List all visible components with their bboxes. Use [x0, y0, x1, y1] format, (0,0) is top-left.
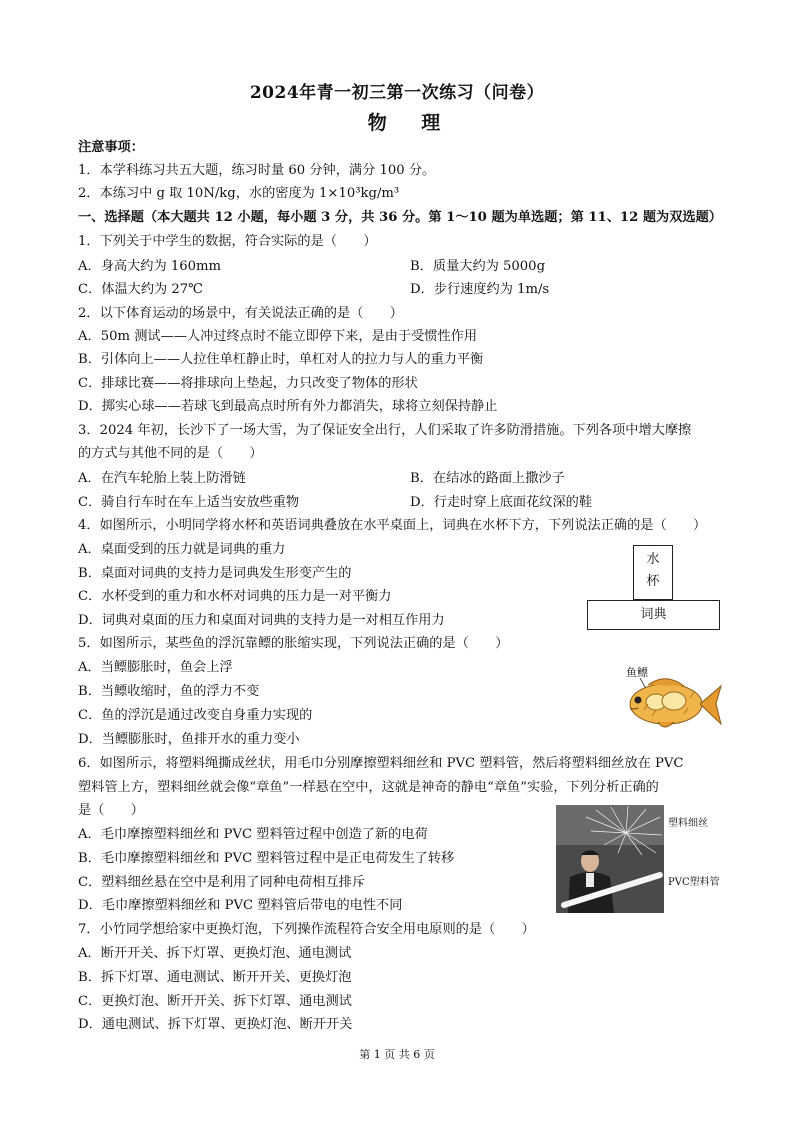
- cup-box: [633, 545, 673, 600]
- note-item: 2．本练习中 g 取 10N/kg，水的密度为 1×10³kg/m³: [78, 186, 400, 201]
- option-b: B．桌面对词典的支持力是词典发生形变产生的: [78, 566, 352, 581]
- option-b: B．毛巾摩擦塑料细丝和 PVC 塑料管过程中是正电荷发生了转移: [78, 851, 455, 866]
- option-c: C．体温大约为 27℃: [78, 282, 203, 297]
- question-stem: 4．如图所示，小明同学将水杯和英语词典叠放在水平桌面上，词典在水杯下方，下列说法正确的是（ ）: [78, 518, 707, 533]
- option-b: B．拆下灯罩、通电测试、断开开关、更换灯泡: [78, 970, 352, 985]
- option-d: D．词典对桌面的压力和桌面对词典的支持力是一对相互作用力: [78, 613, 445, 628]
- plastic-strands-label: 塑料细丝: [668, 818, 708, 829]
- option-d: D．当鳔膨胀时，鱼排开水的重力变小: [78, 732, 300, 747]
- subject-title: 物 理: [367, 112, 455, 134]
- option-c: C．更换灯泡、断开开关、拆下灯罩、通电测试: [78, 994, 352, 1009]
- option-c: C．排球比赛——将排球向上垫起，力只改变了物体的形状: [78, 376, 418, 391]
- question-stem-cont: 的方式与其他不同的是（ ）: [78, 446, 263, 461]
- notes-heading: 注意事项：: [78, 140, 144, 155]
- option-d: D．行走时穿上底面花纹深的鞋: [410, 495, 593, 510]
- option-b: B．质量大约为 5000g: [410, 259, 546, 274]
- section-heading: 一、选择题（本大题共 12 小题，每小题 3 分，共 36 分。第 1～10 题为单选题；第 11、12 题为双选题）: [78, 210, 722, 225]
- swim-bladder-label: 鱼鳔: [626, 666, 648, 679]
- option-a: A．断开开关、拆下灯罩、更换灯泡、通电测试: [78, 946, 352, 961]
- option-a: A．桌面受到的压力就是词典的重力: [78, 542, 286, 557]
- option-b: B．引体向上——人拉住单杠静止时，单杠对人的拉力与人的重力平衡: [78, 352, 484, 367]
- cup-label-1: 水: [646, 552, 660, 567]
- option-c: C．鱼的浮沉是通过改变自身重力实现的: [78, 708, 313, 723]
- pvc-pipe-label: PVC塑料管: [668, 877, 720, 888]
- question-stem-cont: 塑料管上方，塑料细丝就会像“章鱼”一样悬在空中，这就是神奇的静电“章鱼”实验，下列分析正确的: [78, 780, 659, 795]
- photo-illustration: [556, 805, 664, 913]
- exam-title: 2024年青一初三第一次练习（问卷）: [249, 83, 545, 103]
- option-c: C．水杯受到的重力和水杯对词典的压力是一对平衡力: [78, 589, 392, 604]
- option-b: B．在结冰的路面上撒沙子: [410, 471, 565, 486]
- option-a: A．在汽车轮胎上装上防滑链: [78, 471, 246, 486]
- fish-figure: [618, 664, 722, 734]
- octopus-experiment-photo: [556, 805, 664, 913]
- option-d: D．通电测试、拆下灯罩、更换灯泡、断开开关: [78, 1017, 353, 1032]
- cup-label-2: 杯: [646, 574, 660, 589]
- question-stem: 3．2024 年初，长沙下了一场大雪，为了保证安全出行，人们采取了许多防滑措施。下列各项中增大摩擦: [78, 423, 692, 438]
- question-stem-cont: 是（ ）: [78, 803, 144, 818]
- question-stem: 5．如图所示，某些鱼的浮沉靠鳔的胀缩实现，下列说法正确的是（ ）: [78, 636, 509, 651]
- dictionary-box: 词典: [587, 600, 720, 630]
- option-d: D．毛巾摩擦塑料细丝和 PVC 塑料管后带电的电性不同: [78, 898, 403, 913]
- option-a: A．50m 测试——人冲过终点时不能立即停下来，是由于受惯性作用: [78, 329, 478, 344]
- page-number: 第 1 页 共 6 页: [359, 1048, 435, 1061]
- option-a: A．毛巾摩擦塑料细丝和 PVC 塑料管过程中创造了新的电荷: [78, 827, 428, 842]
- cup-dictionary-figure: [580, 545, 722, 637]
- option-d: D．掷实心球——若球飞到最高点时所有外力都消失，球将立刻保持静止: [78, 399, 498, 414]
- option-c: C．骑自行车时在车上适当安放些重物: [78, 495, 300, 510]
- option-d: D．步行速度约为 1m/s: [410, 282, 550, 297]
- fish-illustration: [618, 664, 722, 734]
- question-stem: 2．以下体育运动的场景中，有关说法正确的是（ ）: [78, 306, 403, 321]
- question-stem: 7．小竹同学想给家中更换灯泡，下列操作流程符合安全用电原则的是（ ）: [78, 922, 535, 937]
- question-stem: 6．如图所示，将塑料绳撕成丝状，用毛巾分别摩擦塑料细丝和 PVC 塑料管，然后将塑料细丝放在 PVC: [78, 756, 684, 771]
- note-item: 1．本学科练习共五大题，练习时量 60 分钟，满分 100 分。: [78, 163, 436, 178]
- option-b: B．当鳔收缩时，鱼的浮力不变: [78, 684, 260, 699]
- question-stem: 1．下列关于中学生的数据，符合实际的是（ ）: [78, 234, 377, 249]
- option-c: C．塑料细丝悬在空中是利用了同种电荷相互排斥: [78, 875, 366, 890]
- option-a: A．当鳔膨胀时，鱼会上浮: [78, 660, 233, 675]
- option-a: A．身高大约为 160mm: [78, 259, 222, 274]
